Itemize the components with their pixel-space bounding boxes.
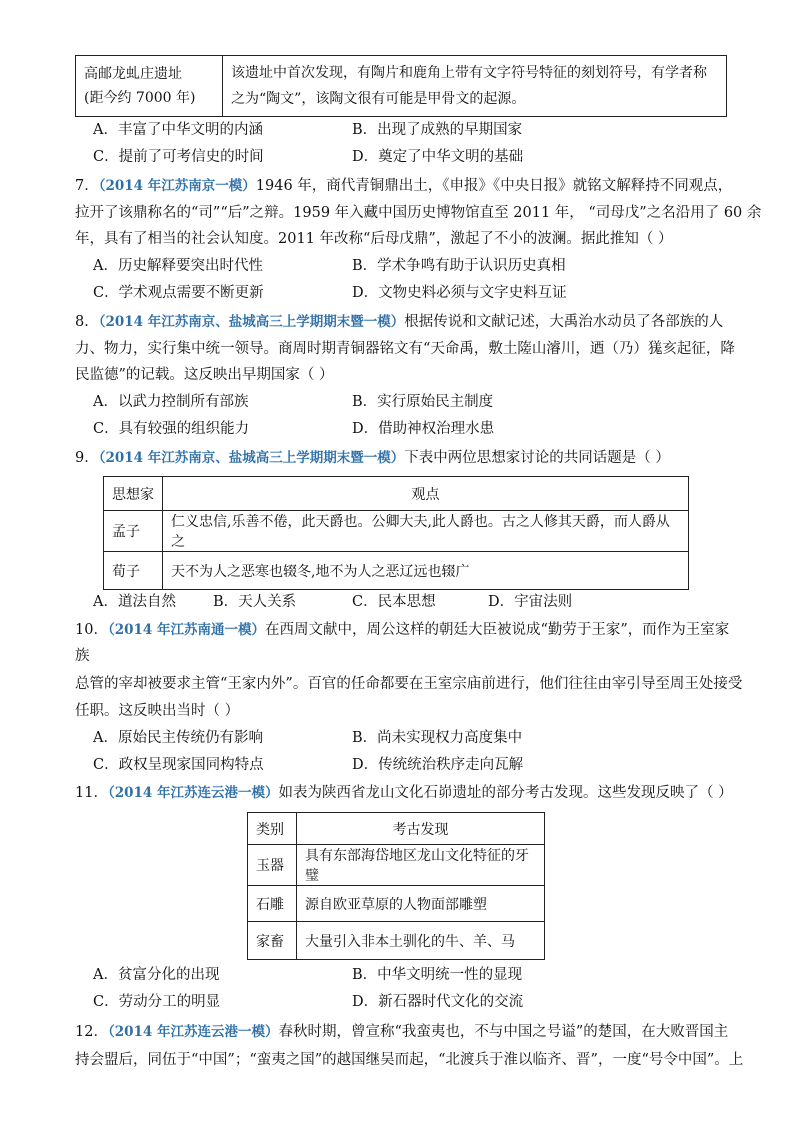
question-number: 10． xyxy=(75,622,108,638)
q9-stem-line xyxy=(75,448,670,468)
q6-option-d: D．奠定了中华文明的基础 xyxy=(352,149,524,165)
q10-option-b: B．尚未实现权力高度集中 xyxy=(352,730,523,746)
q10-stem-line: 任职。这反映出当时（ ） xyxy=(75,703,240,719)
table-cell: 石雕 xyxy=(248,886,297,922)
q9-option-b: B．天人关系 xyxy=(213,594,297,610)
q7-option-c: C．学术观点需要不断更新 xyxy=(93,285,264,301)
q10-stem-line: 族 xyxy=(75,648,90,664)
q9-option-c: C．民本思想 xyxy=(352,594,436,610)
q11-option-b: B．中华文明统一性的显现 xyxy=(352,967,523,983)
q10-option-c: C．政权呈现家国同构特点 xyxy=(93,757,264,773)
q6-option-b: B．出现了成熟的早期国家 xyxy=(352,122,523,138)
site-cell xyxy=(76,56,223,117)
table-header: 类别 xyxy=(248,813,297,845)
question-source: （2014 年江苏南通一模） xyxy=(107,622,265,638)
site-desc-line: 之为“陶文”，该陶文很有可能是甲骨文的起源。 xyxy=(231,91,526,107)
question-number: 8． xyxy=(75,314,99,330)
table-cell: 仁义忠信,乐善不倦，此天爵也。公卿大夫,此人爵也。古之人修其天爵，而人爵从之 xyxy=(163,511,689,552)
table-cell: 源自欧亚草原的人物面部雕塑 xyxy=(297,886,545,922)
table-header: 观点 xyxy=(163,477,689,511)
q8-option-c: C．具有较强的组织能力 xyxy=(93,421,250,437)
question-source: （2014 年江苏南京、盐城高三上学期期末暨一模） xyxy=(98,450,405,466)
question-source: （2014 年江苏南京一模） xyxy=(98,178,256,194)
q7-stem-line: 拉开了该鼎称名的“司”“后”之辩。1959 年入藏中国历史博物馆直至 2011 年， “司母戊”之名沿用了 60 余 xyxy=(75,205,762,221)
site-name: 高邮龙虬庄遗址 xyxy=(84,66,182,82)
q8-option-d: D．借助神权治理水患 xyxy=(352,421,495,437)
q9-option-a: A．道法自然 xyxy=(93,594,176,610)
table-header: 考古发现 xyxy=(297,813,545,845)
question-number: 12． xyxy=(75,1024,108,1040)
q10-option-d: D．传统统治秩序走向瓦解 xyxy=(352,757,524,773)
question-number: 9． xyxy=(75,450,99,466)
q7-stem-line: 年，具有了相当的社会认知度。2011 年改称“后母戊鼎”，激起了不小的波澜。据此推知（ ） xyxy=(75,231,673,247)
q12-stem-line: 持会盟后，同伍于“中国”；“蛮夷之国”的越国继吴而起，“北渡兵于淮以临齐、晋”，一度“号令中国”。上 xyxy=(75,1052,744,1068)
q7-option-d: D．文物史料必须与文字史料互证 xyxy=(352,285,567,301)
table-cell: 玉器 xyxy=(248,845,297,886)
q8-stem-line: 力、物力，实行集中统一领导。商周时期青铜器铭文有“天命禹，敷土隓山濬川，迺（乃）獇亥起征，降 xyxy=(75,341,735,357)
q8-stem-line: 民监德”的记载。这反映出早期国家（ ） xyxy=(75,367,334,383)
q12-stem-text: 春秋时期，曾宣称“我蛮夷也，不与中国之号谥”的楚国，在大败晋国主 xyxy=(278,1024,729,1040)
q11-stem-text: 如表为陕西省龙山文化石峁遗址的部分考古发现。这些发现反映了（ ） xyxy=(278,785,733,801)
q11-option-c: C．劳动分工的明显 xyxy=(93,994,221,1010)
q9-table xyxy=(103,476,689,590)
question-number: 7． xyxy=(75,178,99,194)
table-cell: 家畜 xyxy=(248,922,297,960)
q8-option-a: A．以武力控制所有部族 xyxy=(93,394,249,410)
table-cell: 孟子 xyxy=(104,511,163,552)
q10-stem-line xyxy=(75,620,729,640)
question-source: （2014 年江苏连云港一模） xyxy=(107,785,279,801)
site-desc-cell xyxy=(223,56,727,117)
q7-stem-text: 1946 年，商代青铜鼎出土，《申报》《中央日报》就铭文解释持不同观点， xyxy=(255,178,733,194)
q10-stem-text: 在西周文献中，周公这样的朝廷大臣被说成“勤劳于王家”，而作为王室家 xyxy=(264,622,730,638)
table-cell: 大量引入非本土驯化的牛、羊、马 xyxy=(297,922,545,960)
q10-option-a: A．原始民主传统仍有影响 xyxy=(93,730,263,746)
q8-stem-text: 根据传说和文献记述，大禹治水动员了各部族的人 xyxy=(404,314,724,330)
question-number: 11． xyxy=(75,785,108,801)
site-age: (距今约 7000 年) xyxy=(84,90,196,106)
q11-table xyxy=(247,812,545,960)
q9-stem-text: 下表中两位思想家讨论的共同话题是（ ） xyxy=(404,450,670,466)
q6-option-c: C．提前了可考信史的时间 xyxy=(93,149,264,165)
q6-option-a: A．丰富了中华文明的内涵 xyxy=(93,122,263,138)
site-table xyxy=(75,55,727,117)
q8-stem-line xyxy=(75,312,723,332)
q7-option-b: B．学术争鸣有助于认识历史真相 xyxy=(352,258,566,274)
q9-option-d: D．宇宙法则 xyxy=(488,594,573,610)
question-source: （2014 年江苏南京、盐城高三上学期期末暨一模） xyxy=(98,314,405,330)
q7-option-a: A．历史解释要突出时代性 xyxy=(93,258,263,274)
question-source: （2014 年江苏连云港一模） xyxy=(107,1024,279,1040)
table-cell: 具有东部海岱地区龙山文化特征的牙璧 xyxy=(297,845,545,886)
q11-option-a: A．贫富分化的出现 xyxy=(93,967,220,983)
q7-stem-line xyxy=(75,176,732,196)
site-desc-line: 该遗址中首次发现，有陶片和鹿角上带有文字符号特征的刻划符号，有学者称 xyxy=(231,65,707,81)
q11-stem-line xyxy=(75,783,733,803)
q8-option-b: B．实行原始民主制度 xyxy=(352,394,494,410)
table-cell: 荀子 xyxy=(104,552,163,590)
table-header: 思想家 xyxy=(104,477,163,511)
q11-option-d: D．新石器时代文化的交流 xyxy=(352,994,524,1010)
q10-stem-line: 总管的宰却被要求主管“王家内外”。百官的任命都要在王室宗庙前进行，他们往往由宰引导至周王处接受 xyxy=(75,676,743,692)
table-cell: 天不为人之恶寒也辍冬,地不为人之恶辽远也辍广 xyxy=(163,552,689,590)
q12-stem-line xyxy=(75,1022,728,1042)
